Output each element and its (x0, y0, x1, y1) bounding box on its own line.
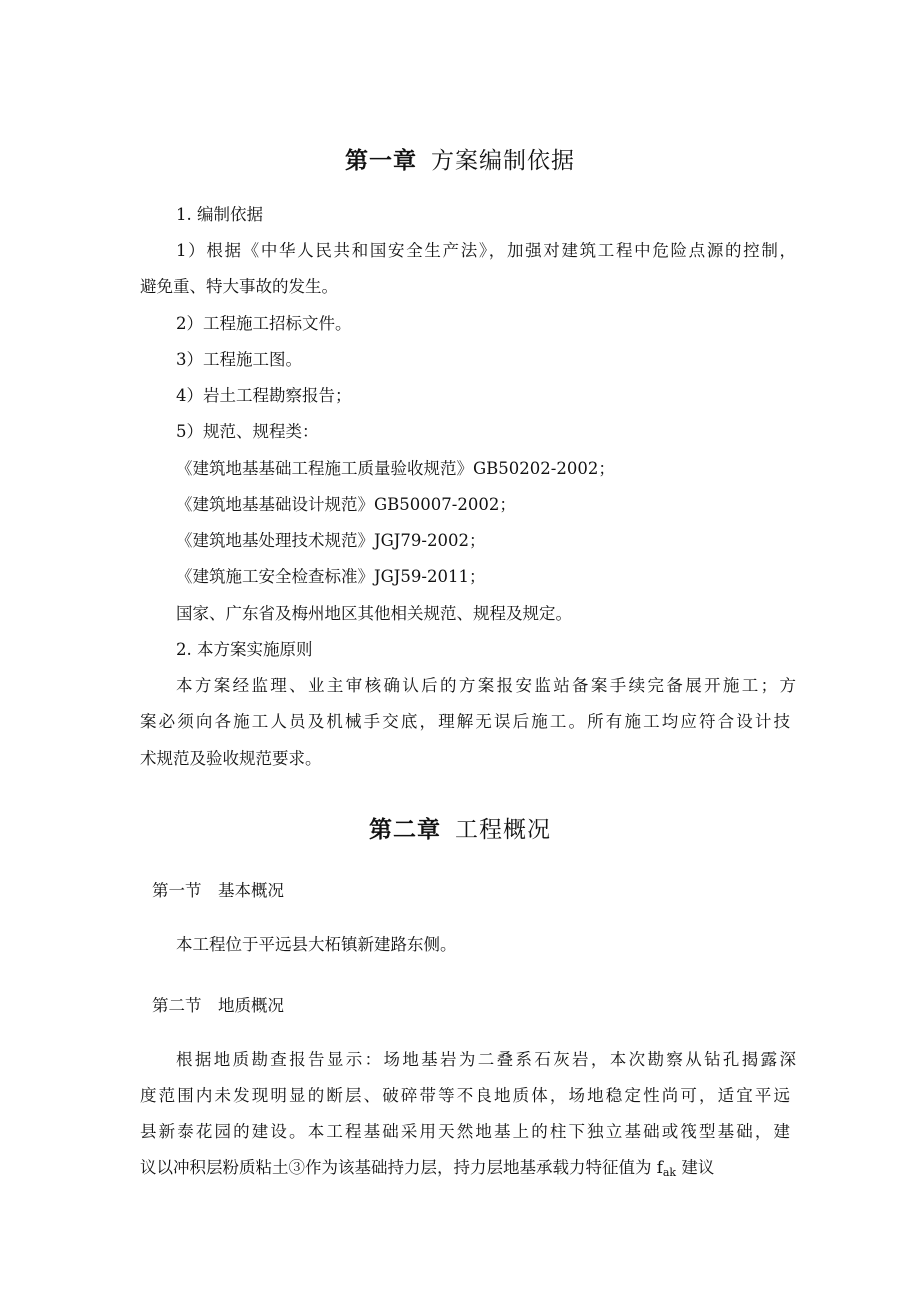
spec-item-2: 《建筑地基基础设计规范》GB50007-2002； (176, 495, 516, 514)
principle-line2: 案必须向各施工人员及机械手交底，理解无误后施工。所有施工均应符合设计技 (140, 712, 790, 731)
principle-line3: 术规范及验收规范要求。 (140, 749, 322, 768)
item1-line1: 1）根据《中华人民共和国安全生产法》，加强对建筑工程中危险点源的控制， (176, 241, 796, 260)
item5: 5）规范、规程类： (176, 422, 319, 441)
item4: 4）岩土工程勘察报告； (176, 386, 352, 405)
chapter2-number: 第二章 (369, 816, 441, 843)
spec-item-1: 《建筑地基基础工程施工质量验收规范》GB50202-2002； (176, 459, 615, 478)
geo-line3: 县新泰花园的建设。本工程基础采用天然地基上的柱下独立基础或筏型基础，建 (140, 1122, 790, 1141)
basis-heading: 1. 编制依据 (176, 205, 263, 224)
chapter1-heading (0, 142, 920, 175)
item3: 3）工程施工图。 (176, 350, 302, 369)
geo-line1: 根据地质勘查报告显示：场地基岩为二叠系石灰岩，本次勘察从钻孔揭露深 (176, 1050, 796, 1069)
principle-line1: 本方案经监理、业主审核确认后的方案报安监站备案手续完备展开施工；方 (176, 676, 796, 695)
geo-line4-tail: 建议 (676, 1158, 715, 1177)
chapter1-number: 第一章 (345, 147, 417, 174)
geo-line2: 度范围内未发现明显的断层、破碎带等不良地质体，场地稳定性尚可，适宜平远 (140, 1086, 790, 1105)
principle-heading: 2. 本方案实施原则 (176, 640, 313, 659)
spec-item-3: 《建筑地基处理技术规范》JGJ79-2002； (176, 531, 486, 550)
fak-subscript: ak (662, 1166, 677, 1179)
chapter2-title: 工程概况 (455, 817, 551, 843)
item2: 2）工程施工招标文件。 (176, 314, 352, 333)
geo-line4 (140, 1158, 790, 1183)
chapter1-title: 方案编制依据 (431, 148, 575, 174)
spec-item-5: 国家、广东省及梅州地区其他相关规范、规程及规定。 (176, 604, 572, 623)
geo-line4-text: 议以冲积层粉质粘土③作为该基础持力层，持力层地基承载力特征值为 f (140, 1158, 663, 1177)
section1-text: 本工程位于平远县大柘镇新建路东侧。 (176, 935, 457, 954)
chapter2-heading (0, 811, 920, 844)
section2-title: 第二节 地质概况 (152, 996, 284, 1015)
item1-line2: 避免重、特大事故的发生。 (140, 277, 338, 296)
section1-title: 第一节 基本概况 (152, 881, 284, 900)
spec-item-4: 《建筑施工安全检查标准》JGJ59-2011； (176, 567, 486, 586)
